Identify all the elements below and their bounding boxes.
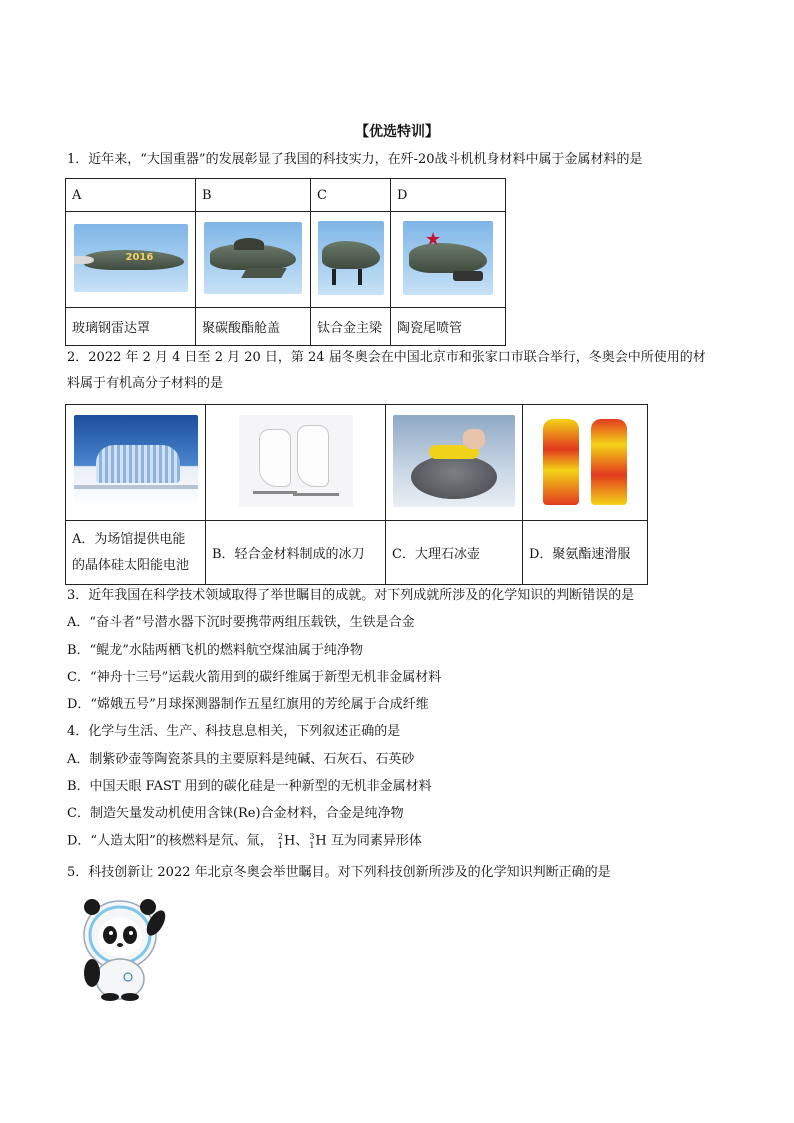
question-3-text: 3．近年我国在科学技术领域取得了举世瞩目的成就。对下列成就所涉及的化学知识的判断错误的是 [67,588,635,603]
q1-image-d-cell [391,212,506,308]
q3-option-d: D．“嫦娥五号”月球探测器制作五星红旗用的芳纶属于合成纤维 [67,697,429,712]
q1-header-c: C [311,179,391,212]
ice-skate-image [239,415,353,507]
jet-main-beam-image [318,221,384,295]
jet-number-label: 2016 [125,251,154,263]
q2-option-d: D．聚氨酯速滑服 [523,521,648,585]
q2-option-a-line2: 的晶体硅太阳能电池 [72,557,190,573]
q1-header-d: D [391,179,506,212]
isotope-2-numbers: 3 1 [309,832,315,850]
q4-option-d-prefix: D．“人造太阳”的核燃料是氘、氚， [67,833,273,849]
q3-option-b: B．“鲲龙”水陆两栖飞机的燃料航空煤油属于纯净物 [67,643,363,658]
q2-image-b-cell [206,405,386,521]
q2-option-a-line1: A．为场馆提供电能 [72,531,186,547]
q1-option-b: 聚碳酸酯舱盖 [196,308,311,346]
q4-option-d-suffix: 互为同素异形体 [330,833,422,849]
isotope-2-symbol: H [315,833,327,849]
jet-canopy-image [204,222,302,294]
section-title: 【优选特训】 [355,124,439,140]
q2-image-c-cell [386,405,523,521]
q2-image-a-cell [66,405,206,521]
isotope-1-numbers: 2 1 [277,832,283,850]
q1-image-c-cell [311,212,391,308]
q1-option-c: 钛合金主梁 [311,308,391,346]
jet-nozzle-image [403,221,493,295]
q4-option-b: B．中国天眼 FAST 用到的碳化硅是一种新型的无机非金属材料 [67,779,432,794]
question-1-table [65,178,506,346]
question-2-table [65,404,648,585]
q1-image-a-cell [66,212,196,308]
q1-header-b: B [196,179,311,212]
speed-skating-suit-image [533,413,637,509]
jet-radome-image [74,224,188,292]
question-1-text: 1．近年来，“大国重器”的发展彰显了我国的科技实力，在歼-20战斗机机身材料中属于金属材料的是 [67,152,643,167]
red-star-icon: ★ [425,228,442,250]
q3-option-a: A．“奋斗者”号潜水器下沉时要携带两组压载铁，生铁是合金 [67,615,415,630]
isotope-separator: 、 [295,833,309,849]
q1-image-b-cell [196,212,311,308]
question-4-text: 4．化学与生活、生产、科技息息相关，下列叙述正确的是 [67,724,401,739]
stadium-image [74,415,198,507]
q2-option-a-cell [66,521,206,585]
q4-option-d [67,832,422,851]
question-2-text-line2: 料属于有机高分子材料的是 [67,376,224,391]
question-5-text: 5．科技创新让 2022 年北京冬奥会举世瞩目。对下列科技创新所涉及的化学知识判断正确的是 [67,865,611,880]
q2-option-c: C．大理石冰壶 [386,521,523,585]
q2-option-b: B．轻合金材料制成的冰刀 [206,521,386,585]
question-2-text-line1: 2．2022 年 2 月 4 日至 2 月 20 日，第 24 届冬奥会在中国北京市和张家口市联合举行，冬奥会中所使用的材 [67,350,706,365]
q4-option-a: A．制紫砂壶等陶瓷茶具的主要原料是纯碱、石灰石、石英砂 [67,752,415,767]
q4-option-c: C．制造矢量发动机使用含铼(Re)合金材料，合金是纯净物 [67,806,404,821]
q1-option-a: 玻璃钢雷达罩 [66,308,196,346]
bing-dwen-dwen-mascot-image [70,893,170,1001]
q3-option-c: C．“神舟十三号”运载火箭用到的碳纤维属于新型无机非金属材料 [67,670,442,685]
curling-stone-image [393,415,515,507]
isotope-1-symbol: H [283,833,296,849]
q1-header-a: A [66,179,196,212]
q2-image-d-cell [523,405,648,521]
q1-option-d: 陶瓷尾喷管 [391,308,506,346]
